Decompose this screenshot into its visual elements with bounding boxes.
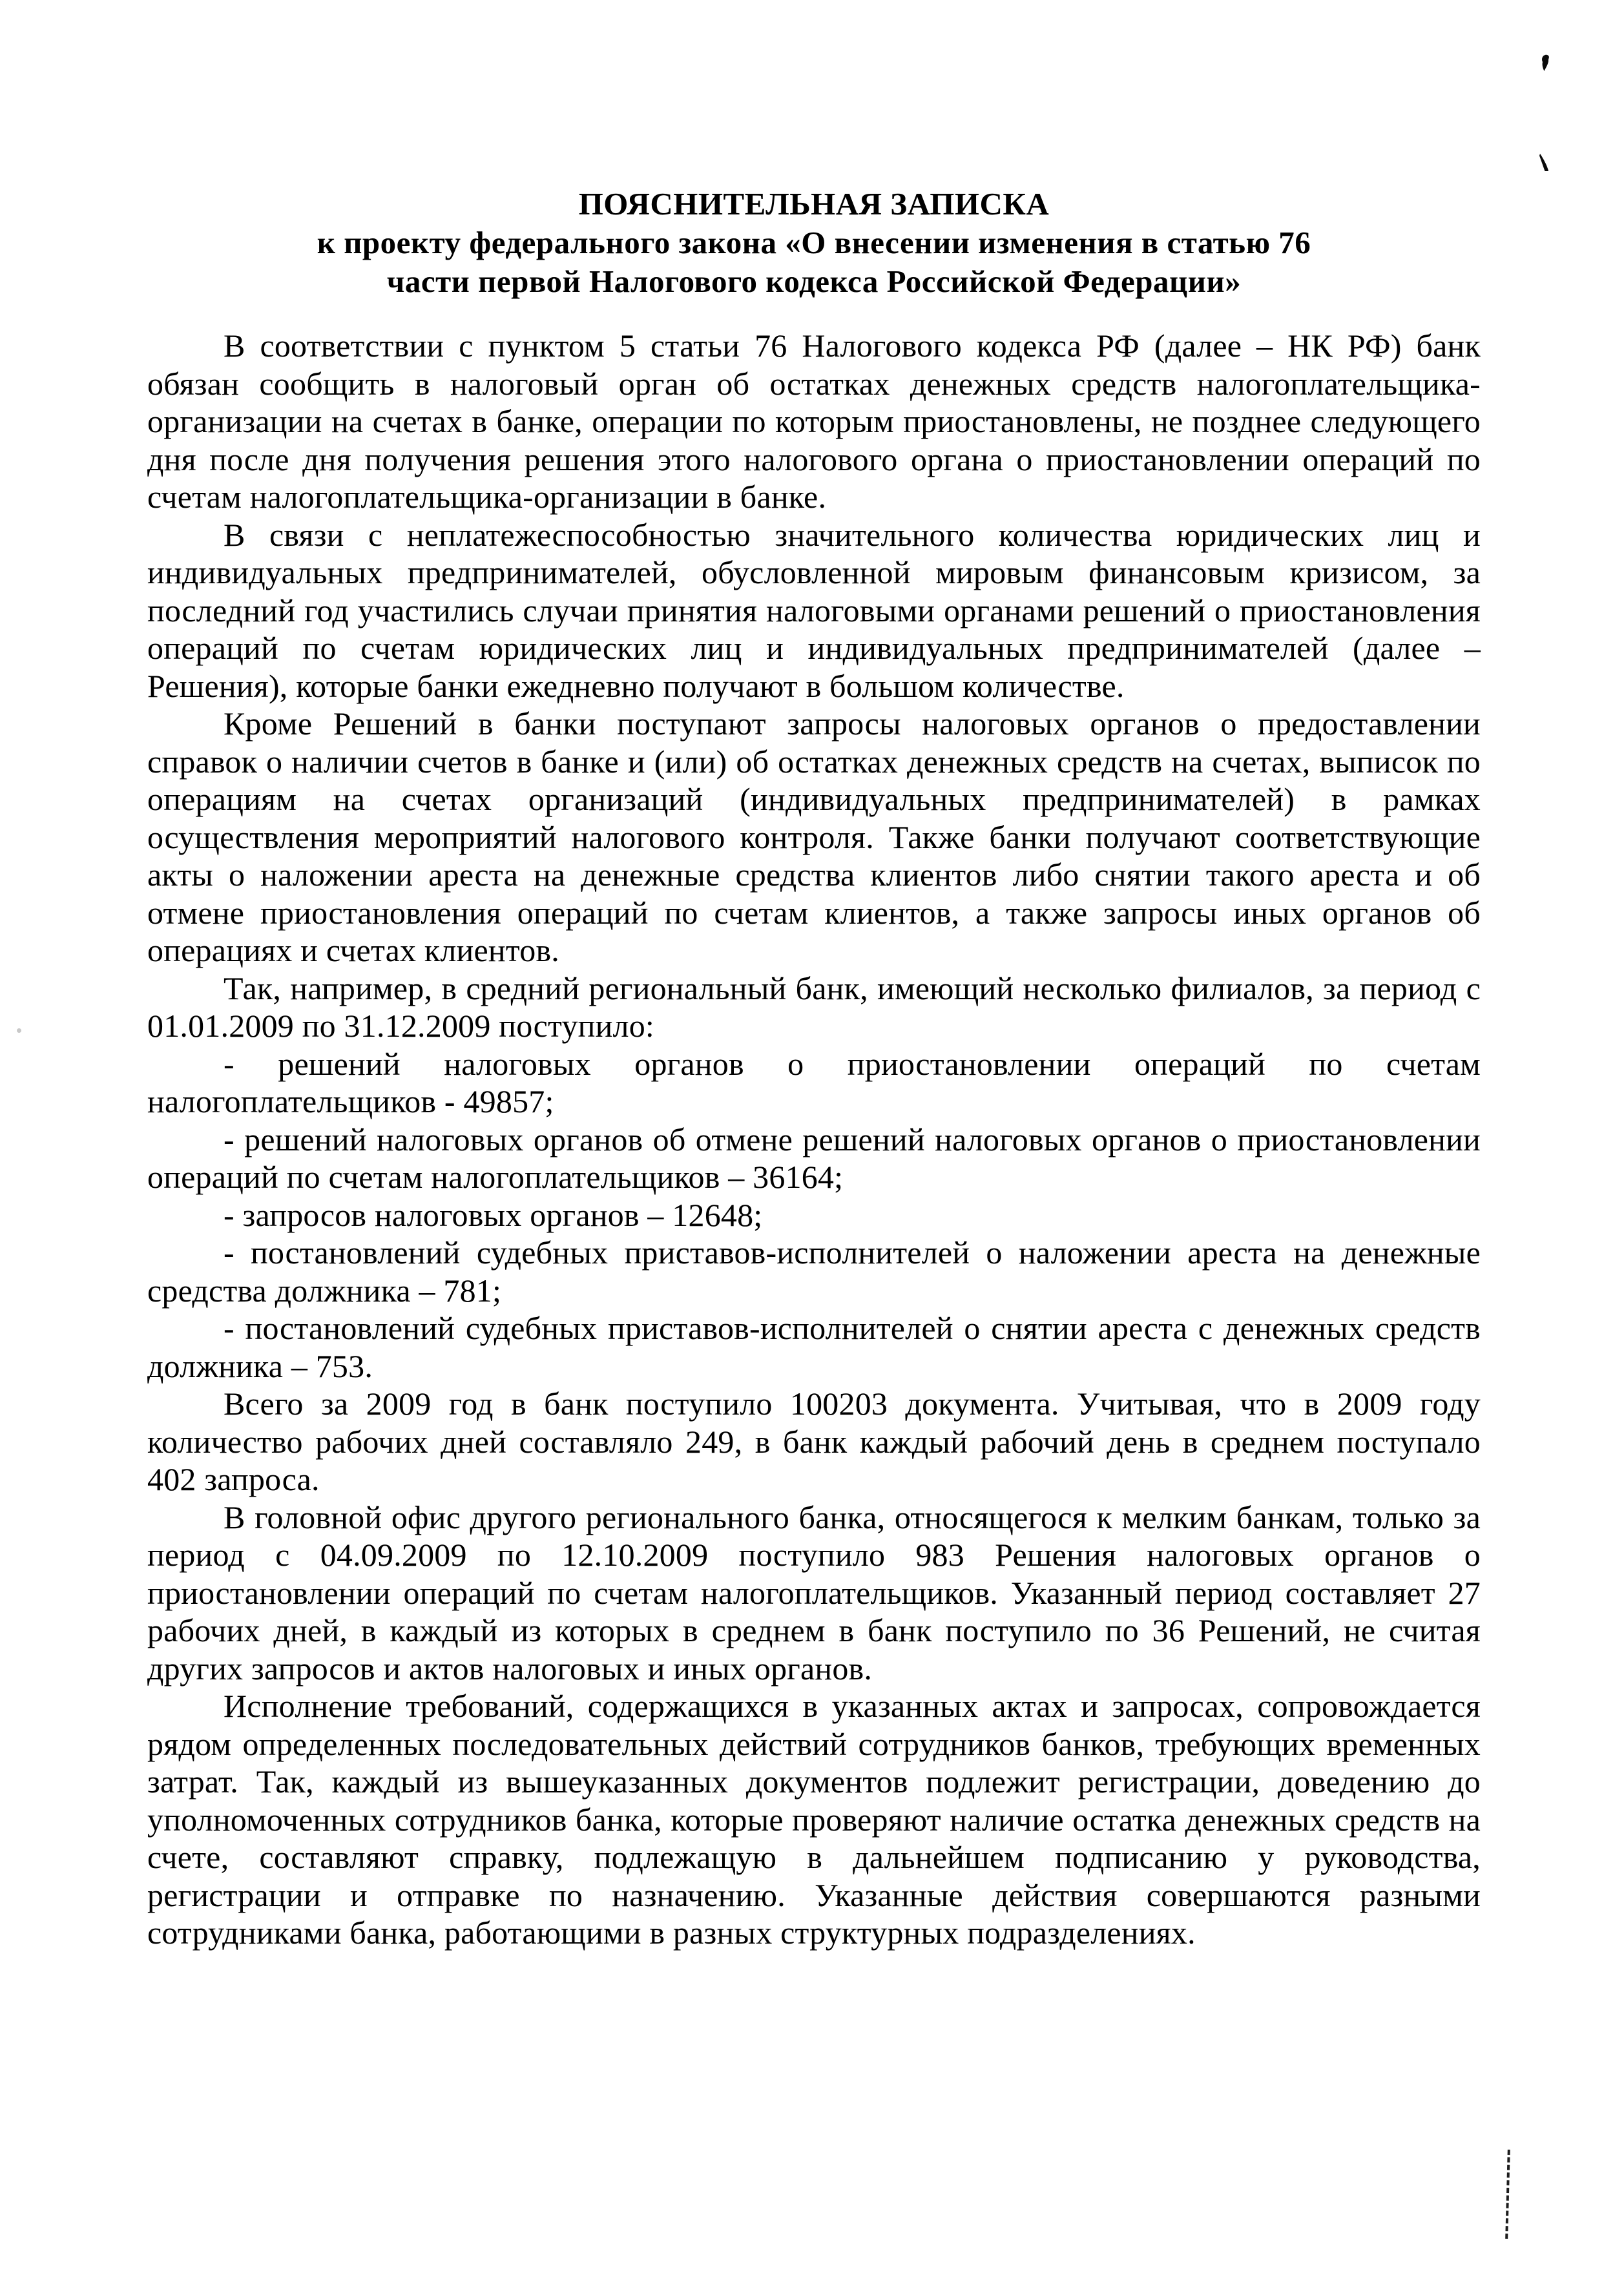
scan-artifact-speck xyxy=(17,1028,21,1033)
title-line-1: ПОЯСНИТЕЛЬНАЯ ЗАПИСКА xyxy=(578,186,1050,222)
list-item-cancellation-decisions: - решений налоговых органов об отмене решений налоговых органов о приостановлении операций по счетам налогоплательщиков – 36164; xyxy=(147,1121,1481,1195)
list-item-suspension-decisions: - решений налоговых органов о приостановлении операций по счетам налогоплательщиков - 49857; xyxy=(147,1045,1481,1119)
title-line-2: к проекту федерального закона «О внесении изменения в статью 76 xyxy=(317,225,1311,260)
list-item-tax-requests: - запросов налоговых органов – 12648; xyxy=(224,1196,763,1233)
paragraph-totals-2009: Всего за 2009 год в банк поступило 100203 документа. Учитывая, что в 2009 году количество рабочих дней составляло 249, в банк каждый рабочий день в среднем поступало 402 запроса. xyxy=(147,1386,1481,1497)
paragraph-intro-nk-rf: В соответствии с пунктом 5 статьи 76 Налогового кодекса РФ (далее – НК РФ) банк обязан сообщить в налоговый орган об остатках денежных средств налогоплательщика-организации на счетах в банке, операции по которым приостановлены, не позднее следующего дня после дня получения решения этого налогового органа о приостановлении операций по счетам налогоплательщика-организации в банке. xyxy=(147,327,1481,515)
title-line-3: части первой Налогового кодекса Российской Федерации» xyxy=(386,264,1242,299)
list-item-arrest-orders: - постановлений судебных приставов-исполнителей о наложении ареста на денежные средства должника – 781; xyxy=(147,1234,1481,1309)
paragraph-other-requests: Кроме Решений в банки поступают запросы налоговых органов о предоставлении справок о наличии счетов в банке и (или) об остатках денежных средств на счетах, выписок по операциям на счетах организаций (индивидуальных предпринимателей) в рамках осуществления мероприятий налогового контроля. Также банки получают соответствующие акты о наложении ареста на денежные средства клиентов либо снятии такого ареста и об отмене приостановления операций по счетам клиентов, а также запросы иных органов об операциях и счетах клиентов. xyxy=(147,705,1481,968)
ink-tick-mark xyxy=(1539,153,1549,172)
paragraph-execution-workload: Исполнение требований, содержащихся в указанных актах и запросах, сопровождается рядом определенных последовательных действий сотрудников банков, требующих временных затрат. Так, каждый из вышеуказанных документов подлежит регистрации, доведению до уполномоченных сотрудников банка, которые проверяют наличие остатка денежных средств на счете, составляют справку, подлежащую в дальнейшем подписанию у руководства, регистрации и отправке по назначению. Указанные действия совершаются разными сотрудниками банка, работающими в разных структурных подразделениях. xyxy=(147,1688,1481,1951)
paragraph-insolvency-crisis: В связи с неплатежеспособностью значительного количества юридических лиц и индивидуальных предпринимателей, обусловленной мировым финансовым кризисом, за последний год участились случаи принятия налоговыми органами решений о приостановления операций по счетам юридических лиц и индивидуальных предпринимателей (далее – Решения), которые банки ежедневно получают в большом количестве. xyxy=(147,516,1481,704)
document-body xyxy=(147,327,1481,1952)
scan-artifact-dashed-line xyxy=(1505,2150,1510,2239)
ink-blot-mark xyxy=(1541,54,1550,72)
list-item-arrest-release-orders: - постановлений судебных приставов-исполнителей о снятии ареста с денежных средств должника – 753. xyxy=(147,1310,1481,1384)
paragraph-small-bank-example: В головной офис другого регионального банка, относящегося к мелким банкам, только за период с 04.09.2009 по 12.10.2009 поступило 983 Решения налоговых органов о приостановлении операций по счетам налогоплательщиков. Указанный период составляет 27 рабочих дней, в каждый из которых в среднем в банк поступило по 36 Решений, не считая других запросов и актов налоговых и иных органов. xyxy=(147,1499,1481,1687)
paragraph-example-bank-intro: Так, например, в средний региональный банк, имеющий несколько филиалов, за период с 01.01.2009 по 31.12.2009 поступило: xyxy=(147,970,1481,1044)
document-title xyxy=(147,185,1481,301)
